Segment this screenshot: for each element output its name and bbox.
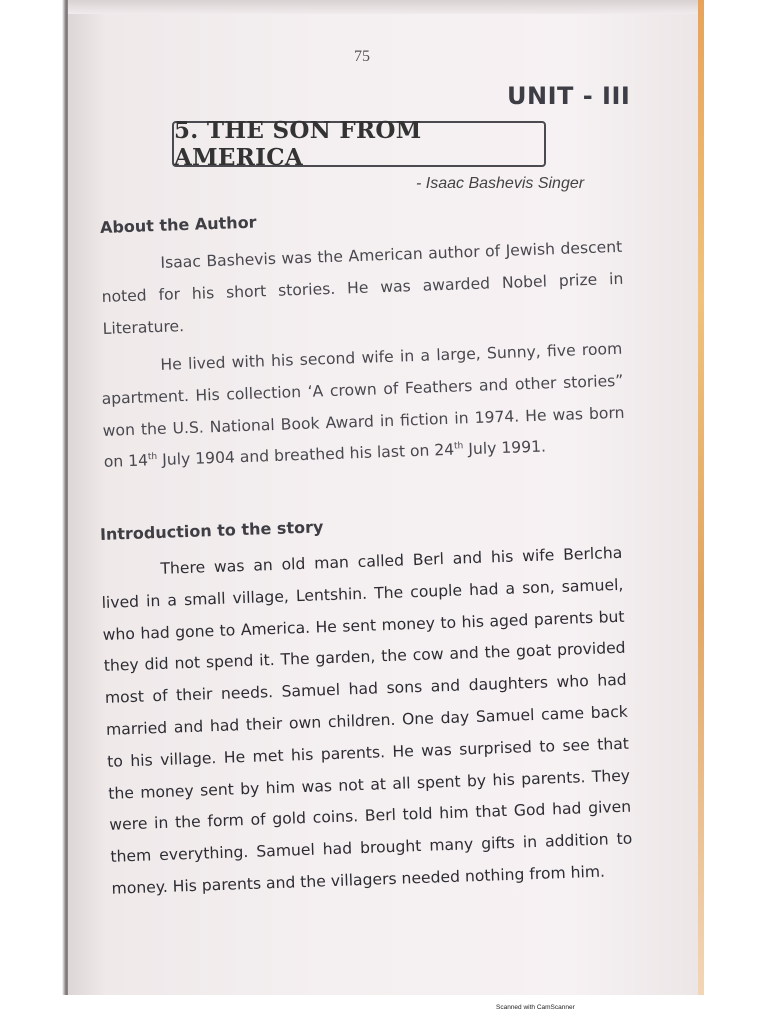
page-right-edge: [698, 0, 704, 995]
section-heading-about: About the Author: [99, 212, 257, 237]
about-p2-part1: He lived with his second wife in a large, Sunny, five room apartment. His collection ‘A crown of Feathers and other stories” won the U.S. National Book Award in fiction in 1974. He was born on 14: [101, 339, 625, 472]
chapter-title-box: [172, 117, 546, 171]
about-p2-sup2: th: [453, 441, 464, 452]
about-paragraph-1-wrap: [100, 237, 624, 345]
page-number: 75: [354, 48, 370, 65]
about-p2-part2: July 1904 and breathed his last on 24: [156, 441, 455, 470]
intro-paragraph: There was an old man called Berl and his wife Berlcha lived in a small village, Lentshin. The couple had a son, samuel, who had gone to America. He sent money to his aged parents but they did not spend it. The garden, the cow and the goat provided most of their needs. Samuel had sons and daughters who had married and had their own children. One day Samuel came back to his village. He met his parents. He was surprised to see that the money sent by him was not at all spent by his parents. They were in the form of gold coins. Berl told him that God had given them everything. Samuel had brought many gifts in addition to money. His parents and the villagers needed nothing from him.: [101, 543, 633, 898]
section-heading-introduction: Introduction to the story: [99, 517, 324, 544]
page-top-shade: [68, 0, 700, 14]
about-paragraph-2-wrap: [100, 339, 625, 479]
about-paragraph-1: Isaac Bashevis was the American author of Jewish descent noted for his short stories. He was awarded Nobel prize in Literature.: [101, 237, 624, 338]
about-paragraph-2: [100, 334, 626, 479]
chapter-title: 5. THE SON FROM AMERICA: [174, 117, 422, 171]
about-p2-part3: July 1991.: [463, 437, 547, 459]
unit-heading: UNIT - III: [507, 82, 631, 110]
author-byline: - Isaac Bashevis Singer: [416, 175, 585, 192]
scanner-footer: Scanned with CamScanner: [496, 1004, 575, 1011]
intro-paragraph-wrap: [100, 543, 633, 906]
about-p2-sup1: th: [147, 452, 158, 463]
page-spine-shadow: [0, 0, 70, 995]
